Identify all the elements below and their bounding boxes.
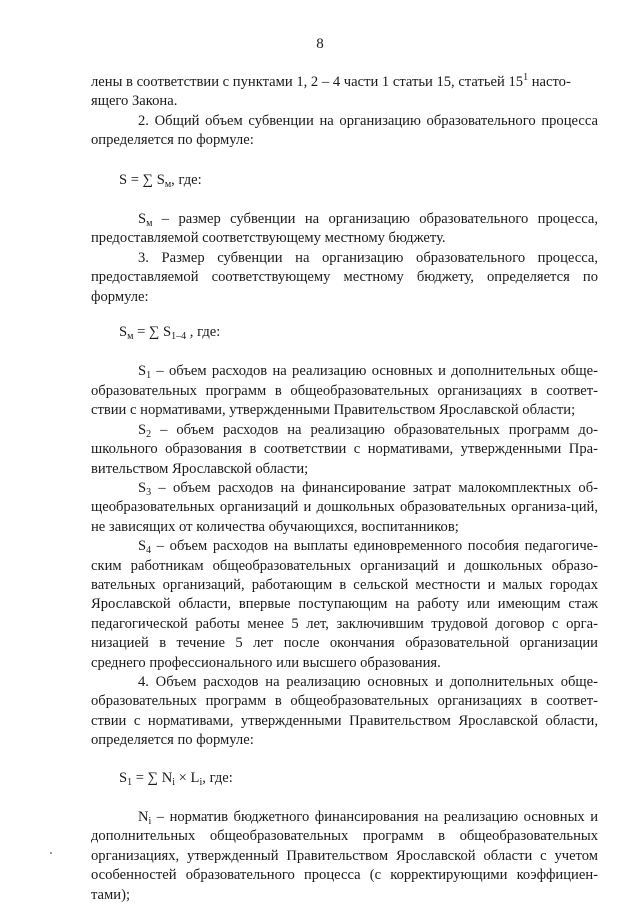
paragraph-3: 3. Размер субвенции на организацию образовательного процесса, предоставляемой соответствующему местному бюджету, определяется по формуле: — [91, 249, 598, 305]
paragraph-4: 4. Объем расходов на реализацию основных и дополнительных обще-образовательных программ в общеобразовательных организациях в соответ-ствии с нормативами, утвержденными Правительством Ярославской области, определяется по формуле: — [91, 673, 598, 749]
formula-s1: $S_1$ = ∑ $N_i \times L_i$, где: — [119, 769, 233, 788]
definition-s3: $S_3$ – объем расходов на финансирование затрат малокомплектных об-щеобразовательных организаций и дошкольных образовательных организа-ций, не зависящих от количества обучающихся, воспитанников; — [91, 479, 598, 535]
page-number: 8 — [316, 36, 324, 52]
definition-s4: $S_4$ – объем расходов на выплаты единовременного пособия педагогиче-ским работникам общеобразовательных организаций и дошкольных образо-вательных организаций, работающим в сельской местности и малых городах Ярославской области, впервые поступающим на работу или имеющим стаж педагогической работы менее 5 лет, заключившим трудовой договор с орга-низацией в течение 5 лет после окончания образовательной организации среднего профессионального или высшего образования. — [91, 538, 598, 671]
paragraph-intro: лены в соответствии с пунктами 1, 2 – 4 части 1 статьи 15, статьей $15^1$ насто- ящего Закона. — [91, 72, 571, 110]
formula-sm: $S_м$ = ∑ $S_{1-4}$ , где: — [119, 324, 221, 343]
definition-sm: $S_м$ – размер субвенции на организацию образовательного процесса, предоставляемой соответствующему местному бюджету. — [91, 211, 598, 247]
definition-s1: $S_1$ – объем расходов на реализацию основных и дополнительных обще-образовательных программ в общеобразовательных организациях в соответ-ствии с нормативами, утвержденными Правительством Ярославской области; — [91, 363, 598, 419]
paragraph-2: 2. Общий объем субвенции на организацию образовательного процесса определяется по формуле: — [91, 112, 598, 149]
definition-ni: $N_i$ – норматив бюджетного финансирования на реализацию основных и дополнительных общеобразовательных программ в общеобразовательных организациях, утвержденный Правительством Ярославской области с учетом особенностей образовательного процесса (с корректирующими коэффициен-тами); — [91, 809, 598, 903]
formula-total-subvention: S = ∑ $S_м$, где: — [119, 171, 202, 190]
definition-s2: $S_2$ – объем расходов на реализацию образовательных программ до-школьного образования в соответствии с нормативами, утвержденными Пра-вительством Ярославской области; — [91, 421, 598, 477]
document-body — [91, 73, 598, 905]
scan-speck — [50, 852, 52, 854]
